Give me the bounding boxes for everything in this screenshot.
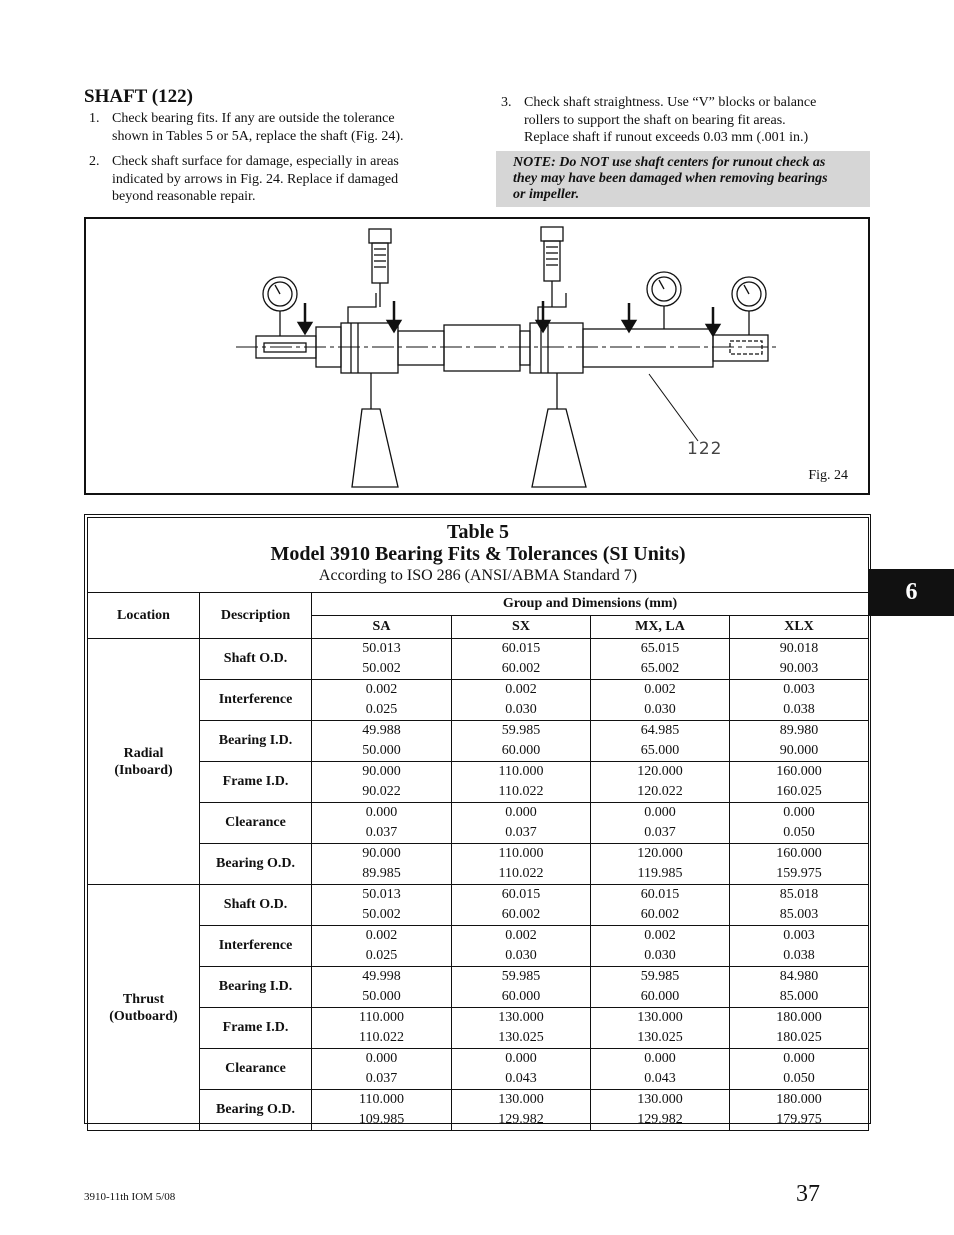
value-line: 0.000 [505, 1051, 537, 1066]
location-cell [88, 885, 200, 1131]
value-cell [312, 803, 452, 844]
value-cell [730, 1090, 869, 1131]
value-line: 50.000 [362, 989, 401, 1004]
step-text [112, 153, 399, 206]
value-line: 60.000 [501, 743, 541, 758]
value-line: 60.015 [640, 887, 680, 902]
value-line: 90.000 [362, 764, 401, 779]
table-row [88, 967, 869, 1008]
value-line: 89.980 [779, 723, 819, 738]
value-cell [591, 1090, 730, 1131]
shaft-mid-left [398, 331, 444, 365]
value-line: 0.043 [505, 1071, 537, 1086]
table-row [88, 1090, 869, 1131]
value-cell [591, 885, 730, 926]
value-cell [591, 967, 730, 1008]
table-header-row [88, 593, 869, 616]
value-line: 90.022 [362, 784, 401, 799]
value-cell [452, 680, 591, 721]
table-subtitle: According to ISO 286 (ANSI/ABMA Standard 7) [318, 567, 638, 584]
value-line: 90.000 [362, 846, 401, 861]
value-line: 130.025 [498, 1030, 544, 1045]
value-cell [452, 844, 591, 885]
value-line: 120.022 [637, 784, 683, 799]
value-line: 110.000 [359, 1010, 404, 1025]
value-line: 120.000 [637, 846, 683, 861]
value-line: 0.000 [365, 1051, 398, 1066]
value-line: 130.000 [498, 1092, 544, 1107]
value-line: 60.002 [501, 661, 541, 676]
inboard-bearing-seat [341, 323, 398, 373]
part-leader-line [649, 374, 698, 441]
value-line: 0.050 [783, 1071, 815, 1086]
column-header-description: Description [200, 593, 312, 639]
value-line: 129.982 [498, 1112, 544, 1127]
value-line: 110.000 [359, 1092, 404, 1107]
group-column-header: XLX [730, 616, 869, 639]
value-cell [452, 721, 591, 762]
description-cell: Frame I.D. [200, 1008, 312, 1049]
table-title-line: Model 3910 Bearing Fits & Tolerances (SI Units) [270, 543, 686, 565]
note-line: or impeller. [513, 187, 580, 202]
value-cell [591, 762, 730, 803]
description-cell: Clearance [200, 803, 312, 844]
value-line: 0.030 [505, 702, 537, 717]
step-number: 1. [89, 111, 100, 126]
value-line: 0.030 [505, 948, 537, 963]
micrometer-left-head [369, 229, 391, 243]
value-line: 110.022 [498, 866, 544, 881]
description-cell: Interference [200, 926, 312, 967]
value-line: 110.000 [498, 846, 544, 861]
step-line: shown in Tables 5 or 5A, replace the shaft (Fig. 24). [112, 128, 404, 144]
value-line: 119.985 [637, 866, 683, 881]
value-line: 0.038 [783, 948, 815, 963]
value-cell [452, 967, 591, 1008]
step-line: indicated by arrows in Fig. 24. Replace if damaged [112, 171, 399, 187]
group-column-header: SA [312, 616, 452, 639]
description-cell: Shaft O.D. [200, 885, 312, 926]
page-number: 37 [796, 1181, 820, 1207]
value-cell [730, 803, 869, 844]
value-cell [591, 926, 730, 967]
description-cell: Bearing I.D. [200, 967, 312, 1008]
value-line: 50.000 [362, 743, 401, 758]
value-cell [591, 680, 730, 721]
value-line: 179.975 [776, 1112, 822, 1127]
value-cell [591, 803, 730, 844]
figure-caption: Fig. 24 [808, 468, 848, 483]
value-line: 0.030 [644, 702, 676, 717]
value-cell [452, 1090, 591, 1131]
value-line: 50.002 [362, 907, 401, 922]
value-line: 0.000 [505, 805, 537, 820]
group-column-header: MX, LA [591, 616, 730, 639]
value-cell [452, 1008, 591, 1049]
table-row [88, 1049, 869, 1090]
value-line: 109.985 [358, 1112, 405, 1127]
group-column-header: SX [452, 616, 591, 639]
value-line: 49.988 [362, 723, 401, 738]
step-line: beyond reasonable repair. [112, 189, 256, 204]
column-header-location: Location [88, 593, 200, 639]
value-cell [452, 762, 591, 803]
step-text [112, 110, 404, 145]
location-line: Radial [123, 745, 164, 761]
table-row [88, 885, 869, 926]
thrust-bearing-seat [530, 323, 583, 373]
value-line: 90.003 [779, 661, 819, 676]
step-2 [89, 153, 469, 207]
value-line: 120.000 [637, 764, 683, 779]
section-tab-marker: 6 [869, 569, 954, 616]
note-line: they may have been damaged when removing bearings [513, 171, 828, 186]
value-line: 180.000 [776, 1010, 822, 1025]
value-cell [591, 639, 730, 680]
value-line: 0.050 [783, 825, 815, 840]
shaft-end-right [713, 335, 768, 361]
value-line: 0.002 [365, 682, 398, 697]
value-line: 130.000 [637, 1010, 683, 1025]
value-line: 60.015 [501, 641, 541, 656]
table-row [88, 1008, 869, 1049]
step-line: rollers to support the shaft on bearing fit areas. [524, 112, 786, 128]
table-title-row [88, 518, 869, 593]
description-cell: Clearance [200, 1049, 312, 1090]
table-frame [84, 514, 871, 1127]
value-cell [312, 926, 452, 967]
location-cell [88, 639, 200, 885]
value-line: 0.000 [644, 805, 676, 820]
value-cell [591, 1008, 730, 1049]
step-text [524, 94, 816, 147]
value-cell [730, 926, 869, 967]
value-line: 49.998 [362, 969, 401, 984]
table-row [88, 803, 869, 844]
value-line: 0.000 [783, 1051, 815, 1066]
value-cell [730, 639, 869, 680]
arrow-icon [299, 323, 311, 333]
value-cell [591, 721, 730, 762]
value-line: 0.002 [644, 928, 676, 943]
micrometer-right-head [541, 227, 563, 241]
value-line: 50.013 [362, 641, 401, 656]
part-number-label: 122 [687, 439, 723, 459]
step-1 [89, 110, 469, 146]
value-cell [452, 885, 591, 926]
value-line: 0.002 [644, 682, 676, 697]
step-line: Replace shaft if runout exceeds 0.03 mm (.001 in.) [524, 130, 809, 145]
value-line: 59.985 [501, 723, 541, 738]
value-line: 130.025 [637, 1030, 683, 1045]
description-cell: Bearing O.D. [200, 1090, 312, 1131]
value-line: 0.000 [783, 805, 815, 820]
value-line: 0.037 [644, 825, 676, 840]
value-line: 50.002 [362, 661, 401, 676]
step-number: 3. [501, 95, 512, 110]
value-line: 160.000 [776, 764, 822, 779]
table-row [88, 639, 869, 680]
value-line: 65.015 [640, 641, 680, 656]
value-line: 130.000 [498, 1010, 544, 1025]
value-line: 0.037 [365, 1071, 398, 1086]
value-line: 110.022 [359, 1030, 404, 1045]
value-line: 0.038 [783, 702, 815, 717]
value-cell [730, 1008, 869, 1049]
value-cell [452, 639, 591, 680]
value-cell [312, 639, 452, 680]
table-row [88, 721, 869, 762]
location-line: Thrust [122, 991, 165, 1007]
value-cell [452, 926, 591, 967]
description-cell: Shaft O.D. [200, 639, 312, 680]
value-cell [591, 844, 730, 885]
group-header: Group and Dimensions (mm) [312, 593, 869, 616]
table-title-line: Table 5 [446, 521, 510, 543]
value-line: 65.002 [640, 661, 680, 676]
value-line: 129.982 [637, 1112, 683, 1127]
indicator-bracket-left [348, 293, 376, 323]
value-line: 0.030 [644, 948, 676, 963]
shaft-right-section [583, 329, 713, 367]
value-line: 85.018 [779, 887, 819, 902]
value-line: 90.000 [779, 743, 819, 758]
value-line: 0.037 [365, 825, 398, 840]
v-block-left [352, 409, 398, 487]
value-cell [452, 803, 591, 844]
value-line: 84.980 [779, 969, 819, 984]
value-line: 60.015 [501, 887, 541, 902]
table-row [88, 680, 869, 721]
value-line: 64.985 [640, 723, 680, 738]
value-line: 0.003 [783, 682, 815, 697]
bearing-fits-table [87, 517, 869, 1131]
table-title [88, 518, 869, 593]
value-line: 0.003 [783, 928, 815, 943]
value-line: 60.000 [640, 989, 680, 1004]
value-line: 59.985 [640, 969, 680, 984]
value-cell [312, 967, 452, 1008]
note-line: NOTE: Do NOT use shaft centers for runout check as [513, 155, 826, 170]
value-line: 0.002 [505, 682, 537, 697]
value-line: 159.975 [776, 866, 822, 881]
arrow-icon [537, 321, 549, 331]
value-cell [312, 1090, 452, 1131]
value-line: 110.022 [498, 784, 544, 799]
value-line: 0.000 [644, 1051, 676, 1066]
step-line: Check shaft straightness. Use “V” blocks or balance [524, 95, 817, 110]
value-line: 130.000 [637, 1092, 683, 1107]
shaft-runout-diagram [86, 219, 868, 493]
value-line: 0.043 [644, 1071, 676, 1086]
value-line: 89.985 [362, 866, 401, 881]
value-line: 90.018 [779, 641, 819, 656]
value-cell [730, 762, 869, 803]
description-cell: Bearing O.D. [200, 844, 312, 885]
value-line: 180.025 [776, 1030, 822, 1045]
value-cell [730, 967, 869, 1008]
value-line: 0.037 [505, 825, 537, 840]
value-line: 60.000 [501, 989, 541, 1004]
table-row [88, 926, 869, 967]
value-cell [312, 1049, 452, 1090]
value-cell [730, 680, 869, 721]
value-cell [312, 844, 452, 885]
location-line: (Outboard) [109, 1008, 178, 1024]
value-cell [312, 1008, 452, 1049]
note-box [496, 151, 870, 207]
value-cell [730, 844, 869, 885]
table-row [88, 762, 869, 803]
value-line: 180.000 [776, 1092, 822, 1107]
value-line: 65.000 [640, 743, 680, 758]
value-line: 50.013 [362, 887, 401, 902]
value-line: 85.003 [779, 907, 819, 922]
figure-24 [84, 217, 870, 495]
value-line: 60.002 [640, 907, 680, 922]
section-heading: SHAFT (122) [84, 86, 193, 107]
step-line: Check bearing fits. If any are outside the tolerance [112, 111, 395, 126]
v-block-right [532, 409, 586, 487]
document-code: 3910-11th IOM 5/08 [84, 1191, 176, 1203]
step-3 [501, 94, 871, 148]
value-line: 160.025 [776, 784, 822, 799]
description-cell: Frame I.D. [200, 762, 312, 803]
step-line: Check shaft surface for damage, especially in areas [112, 154, 399, 169]
value-cell [730, 885, 869, 926]
description-cell: Interference [200, 680, 312, 721]
value-cell [312, 721, 452, 762]
description-cell: Bearing I.D. [200, 721, 312, 762]
value-line: 160.000 [776, 846, 822, 861]
value-line: 0.025 [365, 948, 398, 963]
value-cell [730, 1049, 869, 1090]
value-line: 0.002 [505, 928, 537, 943]
value-line: 85.000 [779, 989, 819, 1004]
value-line: 0.002 [365, 928, 398, 943]
value-cell [452, 1049, 591, 1090]
value-cell [312, 885, 452, 926]
step-number: 2. [89, 154, 100, 169]
value-line: 60.002 [501, 907, 541, 922]
location-line: (Inboard) [114, 762, 173, 778]
value-line: 110.000 [498, 764, 544, 779]
value-cell [312, 680, 452, 721]
table-row [88, 844, 869, 885]
value-cell [312, 762, 452, 803]
value-cell [730, 721, 869, 762]
value-line: 0.000 [365, 805, 398, 820]
arrow-icon [707, 325, 719, 335]
value-line: 59.985 [501, 969, 541, 984]
value-line: 0.025 [365, 702, 398, 717]
shaft-collar [444, 325, 520, 371]
value-cell [591, 1049, 730, 1090]
